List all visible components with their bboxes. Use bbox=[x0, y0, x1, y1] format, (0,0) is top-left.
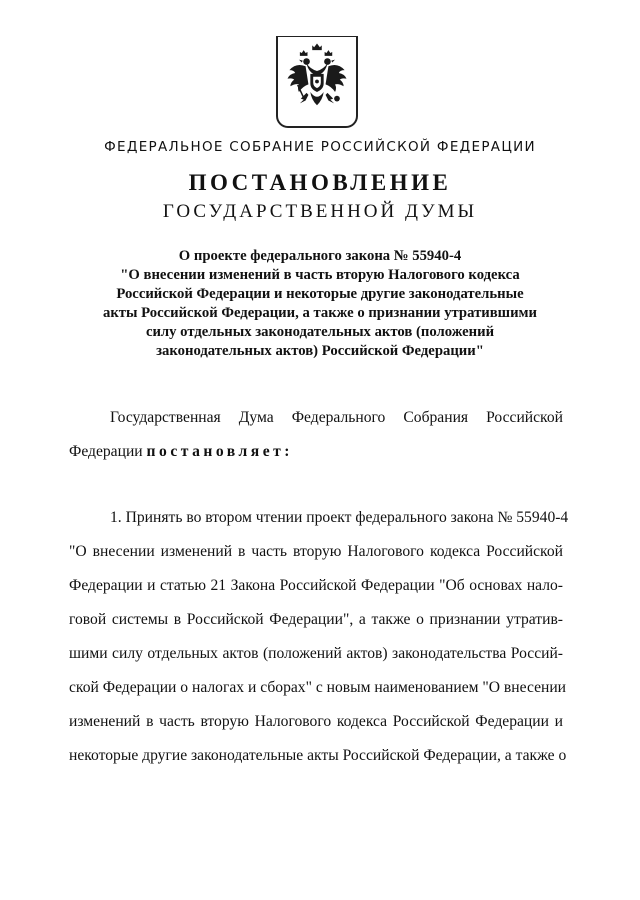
issuing-body: ГОСУДАРСТВЕННОЙ ДУМЫ bbox=[162, 201, 478, 222]
subject-line: О проекте федерального закона № 55940-4 bbox=[178, 248, 462, 264]
item-1-paragraph bbox=[69, 501, 569, 773]
document-subject bbox=[60, 247, 580, 361]
document-type: ПОСТАНОВЛЕНИЕ bbox=[188, 170, 452, 195]
russian-coat-of-arms-icon bbox=[276, 36, 358, 128]
item-line: некоторые другие законодательные акты Российской Федерации, а также о bbox=[69, 747, 567, 764]
item-line: ской Федерации о налогах и сборах" с новым наименованием "О внесении bbox=[69, 679, 567, 696]
preamble-text: Федерации bbox=[69, 443, 147, 460]
item-line: шими силу отдельных актов (положений актов) законодательства Россий- bbox=[69, 645, 563, 662]
operative-word: постановляет: bbox=[146, 443, 293, 460]
subject-line: акты Российской Федерации, а также о признании утратившими bbox=[102, 305, 538, 321]
item-line: 1. Принять во втором чтении проект федерального закона № 55940-4 bbox=[110, 509, 569, 526]
subject-line: силу отдельных законодательных актов (положений bbox=[145, 324, 495, 340]
item-line: говой системы в Российской Федерации", а также о признании утратив- bbox=[69, 611, 563, 628]
organization-name: ФЕДЕРАЛЬНОЕ СОБРАНИЕ РОССИЙСКОЙ ФЕДЕРАЦИИ bbox=[104, 139, 536, 155]
subject-line: законодательных актов) Российской Федерации" bbox=[156, 343, 484, 359]
subject-line: "О внесении изменений в часть вторую Налогового кодекса bbox=[120, 267, 520, 283]
preamble-paragraph bbox=[69, 401, 563, 469]
preamble-line bbox=[69, 435, 563, 469]
subject-line: Российской Федерации и некоторые другие законодательные bbox=[116, 286, 524, 302]
item-line: Федерации и статью 21 Закона Российской Федерации "Об основах нало- bbox=[69, 577, 563, 594]
item-line: "О внесении изменений в часть вторую Налогового кодекса Российской bbox=[69, 543, 563, 560]
preamble-line: Государственная Дума Федерального Собрания Российской bbox=[110, 409, 563, 426]
item-line: изменений в часть вторую Налогового кодекса Российской Федерации и bbox=[69, 713, 563, 730]
